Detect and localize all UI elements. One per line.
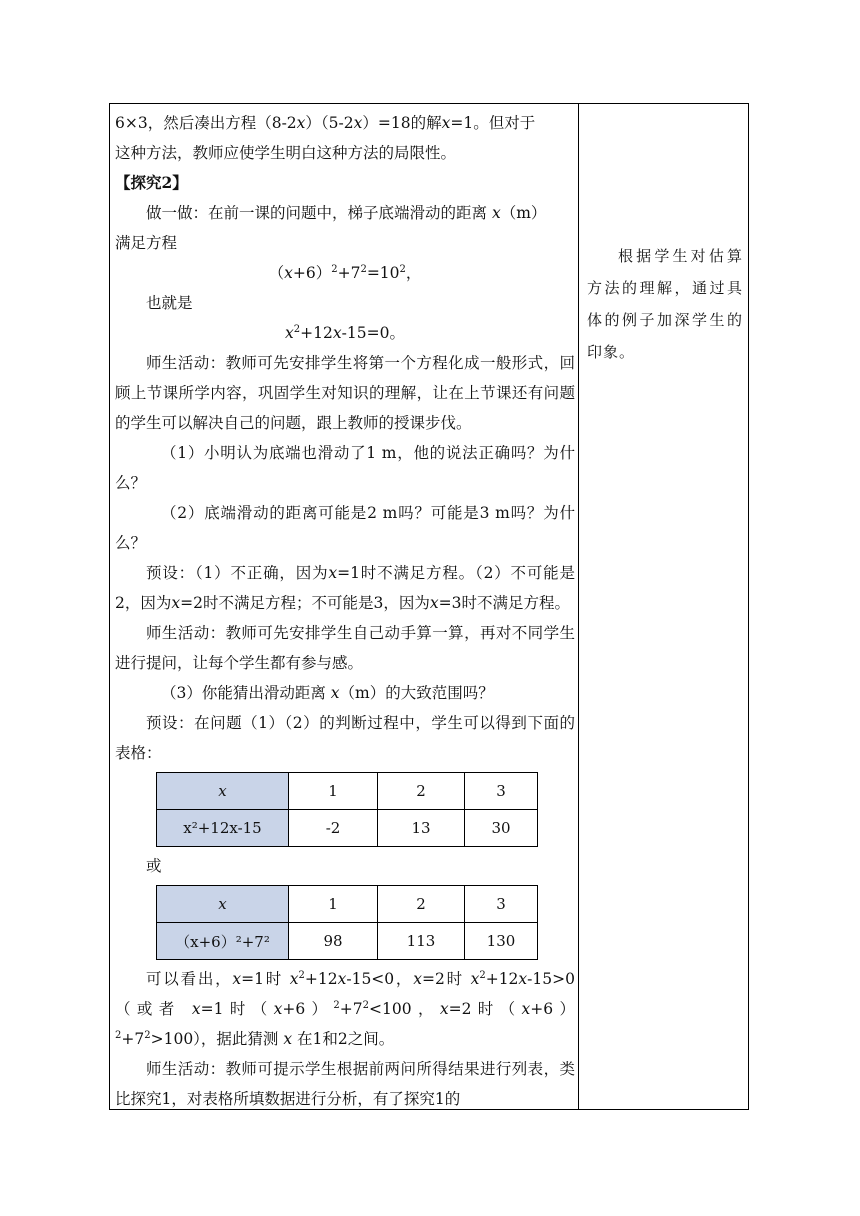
answer-1: 预设：（1）不正确，因为x=1时不满足方程。（2）不可能是2，因为x=2时不满足方程；不可能是3，因为x=3时不满足方程。 (115, 564, 575, 612)
try-paragraph-line-1: 做一做：在前一课的问题中，梯子底端滑动的距离 x（m） (146, 204, 547, 222)
activity-paragraph-3: 师生活动：教师可提示学生根据前两问所得结果进行列表，类比探究1，对表格所填数据进行分析，有了探究1的 (115, 1060, 575, 1108)
table-row-label: x²+12x-15 (157, 810, 289, 847)
value-table-2 (156, 885, 538, 960)
answer-2: 预设：在问题（1）（2）的判断过程中，学生可以得到下面的表格： (115, 714, 575, 762)
or-text: 或 (146, 857, 162, 875)
table-header-x: x (157, 773, 289, 810)
table-header-x: x (157, 886, 289, 923)
table-cell: 30 (465, 810, 538, 847)
table-row (157, 773, 538, 810)
intro-line-2: 这种方法，教师应使学生明白这种方法的局限性。 (115, 144, 457, 162)
table-cell: 13 (378, 810, 465, 847)
side-note: 根据学生对估算方法的理解，通过具体的例子加深学生的印象。 (587, 247, 743, 361)
equation-2: $x^2+12x-15=0$。 (285, 324, 405, 342)
table-cell: 3 (465, 886, 538, 923)
question-1: （1）小明认为底端也滑动了1 m，他的说法正确吗？为什么？ (115, 444, 575, 492)
conclusion-paragraph: 可以看出，x=1时 $x^2+12x-15<0$，x=2时 $x^2+12x-15>0$（或者 x=1时$(x+6)^2+7^2<100$，x=2时$(x+6)^2+7^2>100$），据此猜测 x 在1和2之间。 (115, 970, 575, 1048)
table-cell: 98 (289, 923, 378, 960)
equation-1: $(x+6)^2+7^2=10^2$， (268, 264, 422, 282)
table-cell: 1 (289, 773, 378, 810)
value-table-1 (156, 772, 538, 847)
activity-paragraph-1: 师生活动：教师可先安排学生将第一个方程化成一般形式，回顾上节课所学内容，巩固学生对知识的理解，让在上节课还有问题的学生可以解决自己的问题，跟上教师的授课步伐。 (115, 354, 575, 432)
question-3: （3）你能猜出滑动距离 x（m）的大致范围吗？ (161, 684, 494, 702)
section-title: 【探究2】 (115, 173, 188, 192)
also-text: 也就是 (146, 294, 193, 312)
table-cell: 2 (378, 886, 465, 923)
try-paragraph-line-2: 满足方程 (115, 234, 178, 252)
table-row-label: （x+6）²+7² (157, 923, 289, 960)
table-cell: 130 (465, 923, 538, 960)
table-cell: 3 (465, 773, 538, 810)
table-row (157, 810, 538, 847)
table-cell: 1 (289, 886, 378, 923)
table-row (157, 886, 538, 923)
table-cell: -2 (289, 810, 378, 847)
side-note-column (587, 240, 743, 368)
intro-line-1: 6×3，然后凑出方程（8-2x）（5-2x）=18的解x=1。但对于 (115, 114, 536, 132)
table-row (157, 923, 538, 960)
column-divider (578, 103, 579, 1110)
table-cell: 113 (378, 923, 465, 960)
table-cell: 2 (378, 773, 465, 810)
activity-paragraph-2: 师生活动：教师可先安排学生自己动手算一算，再对不同学生进行提问，让每个学生都有参与感。 (115, 624, 575, 672)
main-content (115, 108, 575, 1114)
question-2: （2）底端滑动的距离可能是2 m吗？可能是3 m吗？为什么？ (115, 504, 575, 552)
